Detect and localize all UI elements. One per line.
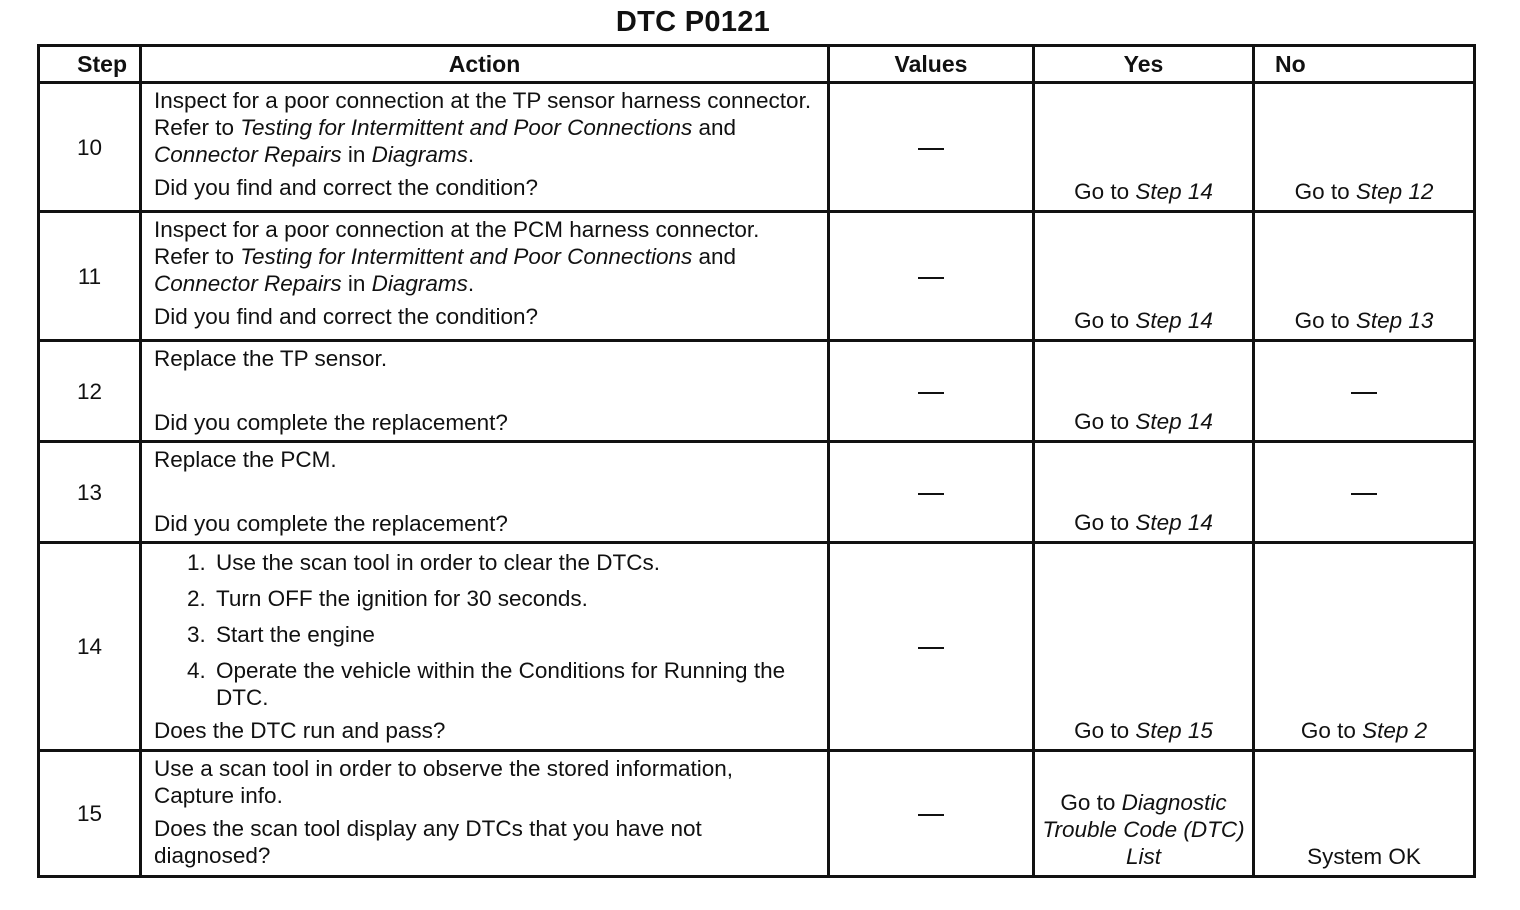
step-reference: Step 12: [1355, 179, 1434, 204]
list-item: 4. Operate the vehicle within the Conditions for Running the DTC.: [212, 657, 817, 711]
list-item: 3. Start the engine: [212, 621, 817, 648]
action-text: Replace the TP sensor.: [154, 346, 388, 371]
values-cell: [829, 442, 1034, 543]
page-title: DTC P0121: [615, 6, 771, 38]
step-number: 15: [39, 751, 141, 877]
step-number: 12: [39, 341, 141, 442]
step-reference: Step 13: [1355, 308, 1434, 333]
reference-link: Testing for Intermittent and Poor Connections: [240, 244, 693, 269]
question-text: Did you find and correct the condition?: [154, 304, 538, 329]
column-header-step: Step: [39, 46, 141, 83]
question-text: Did you complete the replacement?: [154, 511, 508, 536]
table-row: [39, 751, 1475, 877]
reference-link: Connector Repairs: [154, 271, 342, 296]
no-cell: [1254, 341, 1475, 442]
no-cell: Go to Step 12: [1254, 83, 1475, 212]
action-cell: [141, 442, 829, 543]
values-cell: [829, 341, 1034, 442]
dash-mark: [1351, 493, 1377, 495]
action-text: Inspect for a poor connection at the TP sensor harness connector. Refer to Testing for Intermittent and Poor Connections and Connector Repairs in Diagrams.: [154, 88, 812, 167]
action-text: Replace the PCM.: [154, 447, 337, 472]
values-cell: [829, 751, 1034, 877]
action-text: Inspect for a poor connection at the PCM harness connector. Refer to Testing for Intermittent and Poor Connections and Connector Repairs in Diagrams.: [154, 217, 760, 296]
action-cell: [141, 212, 829, 341]
reference-link: Diagrams: [371, 142, 468, 167]
question-text: Did you complete the replacement?: [154, 410, 508, 435]
yes-cell: Go to Step 14: [1034, 212, 1254, 341]
step-reference: Step 14: [1135, 308, 1213, 333]
action-cell: [141, 341, 829, 442]
reference-link: Connector Repairs: [154, 142, 342, 167]
question-text: Did you find and correct the condition?: [154, 175, 538, 200]
table-row: [39, 341, 1475, 442]
table-header-row: [39, 46, 1475, 83]
table-row: [39, 83, 1475, 212]
yes-cell: Go to Step 14: [1034, 83, 1254, 212]
reference-link: Testing for Intermittent and Poor Connections: [240, 115, 693, 140]
table-row: [39, 442, 1475, 543]
list-item: 2. Turn OFF the ignition for 30 seconds.: [212, 585, 817, 612]
column-header-yes: Yes: [1034, 46, 1254, 83]
dash-mark: [918, 493, 944, 495]
dash-mark: [918, 392, 944, 394]
dtc-list-reference: Diagnostic Trouble Code (DTC) List: [1042, 790, 1245, 869]
step-number: 14: [39, 543, 141, 751]
reference-link: Diagrams: [371, 271, 468, 296]
no-cell: [1254, 442, 1475, 543]
step-number: 13: [39, 442, 141, 543]
action-cell: [141, 751, 829, 877]
no-cell: Go to Step 2: [1254, 543, 1475, 751]
yes-cell: Go to Step 14: [1034, 341, 1254, 442]
no-cell: System OK: [1254, 751, 1475, 877]
values-cell: [829, 543, 1034, 751]
table-row: [39, 543, 1475, 751]
dash-mark: [918, 647, 944, 649]
yes-cell: Go to Diagnostic Trouble Code (DTC) List: [1034, 751, 1254, 877]
dash-mark: [918, 277, 944, 279]
step-number: 10: [39, 83, 141, 212]
step-reference: Step 15: [1135, 718, 1213, 743]
step-reference: Step 2: [1362, 718, 1428, 743]
step-number: 11: [39, 212, 141, 341]
step-reference: Step 14: [1135, 510, 1213, 535]
values-cell: [829, 212, 1034, 341]
yes-cell: Go to Step 15: [1034, 543, 1254, 751]
procedure-list: [154, 549, 817, 711]
action-text: Use a scan tool in order to observe the stored information, Capture info.: [154, 756, 734, 808]
column-header-values: Values: [829, 46, 1034, 83]
column-header-no: No: [1254, 46, 1475, 83]
no-cell: Go to Step 13: [1254, 212, 1475, 341]
step-reference: Step 14: [1135, 179, 1213, 204]
dash-mark: [918, 814, 944, 816]
step-reference: Step 14: [1135, 409, 1213, 434]
column-header-action: Action: [141, 46, 829, 83]
question-text: Does the scan tool display any DTCs that you have not diagnosed?: [154, 816, 702, 868]
dash-mark: [1351, 392, 1377, 394]
action-cell: [141, 83, 829, 212]
values-cell: [829, 83, 1034, 212]
action-cell: [141, 543, 829, 751]
yes-cell: Go to Step 14: [1034, 442, 1254, 543]
table-row: [39, 212, 1475, 341]
question-text: Does the DTC run and pass?: [154, 718, 446, 743]
list-item: 1. Use the scan tool in order to clear the DTCs.: [212, 549, 817, 576]
dash-mark: [918, 148, 944, 150]
diagnostic-table: [37, 44, 1476, 878]
